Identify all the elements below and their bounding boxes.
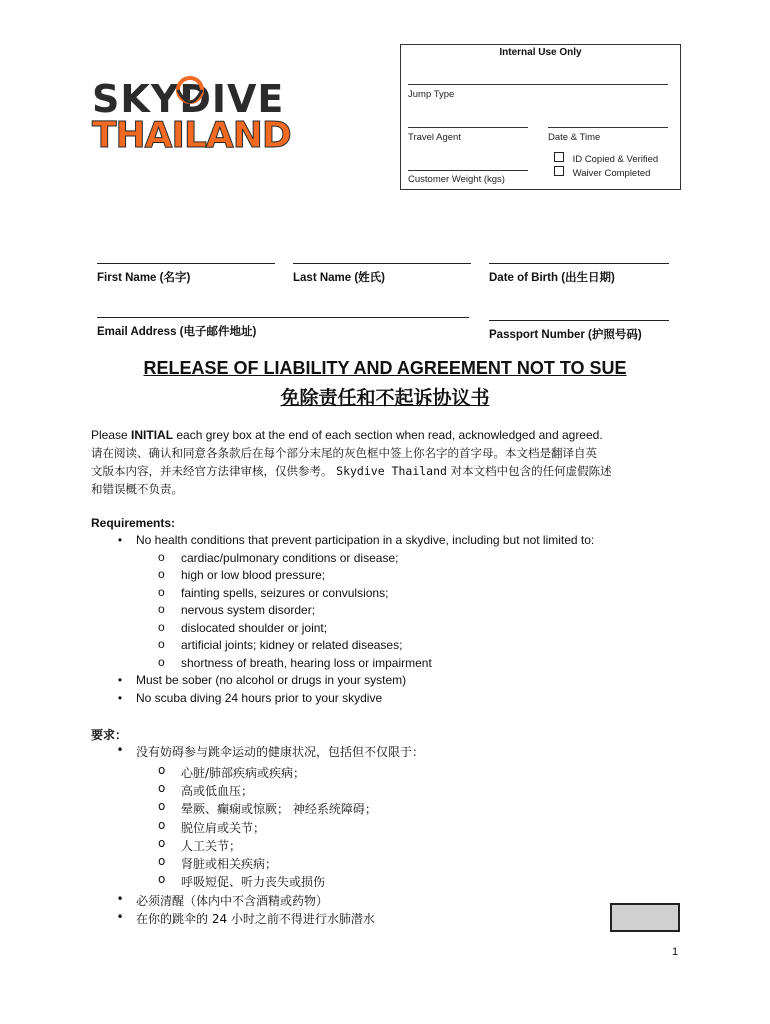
instructions-zh-line2: 文版本内容，并未经官方法律审核，仅供参考。 Skydive Thailand 对本文档中包含的任何虚假陈述 xyxy=(91,464,612,478)
jump-type-label: Jump Type xyxy=(408,89,455,100)
waiver-completed-checkbox[interactable] xyxy=(554,166,564,176)
list-item: • 必须清醒（体内中不含酒精或药物） xyxy=(116,892,329,908)
list-item: o high or low blood pressure; xyxy=(158,567,326,582)
instructions-en: Please INITIAL each grey box at the end of each section when read, acknowledged and agreed. xyxy=(91,428,603,442)
logo-line-skydive: SKYDIVE xyxy=(92,77,285,121)
travel-agent-label: Travel Agent xyxy=(408,132,461,143)
list-item: o 脱位肩或关节； xyxy=(158,818,266,835)
email-line[interactable] xyxy=(97,317,469,318)
initial-box[interactable] xyxy=(610,903,680,932)
list-item: o 人工关节； xyxy=(158,836,242,853)
list-item: o 心脏/肺部疾病或疾病； xyxy=(158,763,306,780)
logo-line-thailand: THAILAND xyxy=(92,115,291,156)
list-item: o artificial joints; kidney or related diseases; xyxy=(158,637,403,652)
waiver-completed-checkbox-row[interactable] xyxy=(554,166,650,179)
last-name-label: Last Name (姓氏) xyxy=(293,272,386,284)
list-item: o 呼吸短促、听力丧失或损伤 xyxy=(158,872,326,889)
list-item: o shortness of breath, hearing loss or impairment xyxy=(158,655,432,670)
waiver-completed-label: Waiver Completed xyxy=(572,168,651,179)
instructions-zh-line3: 和错误概不负责。 xyxy=(91,482,183,496)
list-item: • 没有妨碍参与跳伞运动的健康状况，包括但不仅限于： xyxy=(116,743,425,759)
date-of-birth-label: Date of Birth (出生日期) xyxy=(489,272,615,284)
first-name-line[interactable] xyxy=(97,263,275,264)
date-of-birth-line[interactable] xyxy=(489,263,669,264)
travel-agent-line[interactable] xyxy=(408,127,528,128)
last-name-line[interactable] xyxy=(293,263,471,264)
list-item: o fainting spells, seizures or convulsions; xyxy=(158,585,389,600)
list-item: o dislocated shoulder or joint; xyxy=(158,620,328,635)
requirements-heading-zh: 要求： xyxy=(91,728,128,742)
id-copied-checkbox[interactable] xyxy=(554,152,564,162)
requirements-heading-en: Requirements: xyxy=(91,516,176,530)
document-title-zh: 免除责任和不起诉协议书 xyxy=(280,387,490,409)
list-item: o cardiac/pulmonary conditions or disease; xyxy=(158,550,399,565)
internal-use-title: Internal Use Only xyxy=(499,47,582,58)
jump-type-line[interactable] xyxy=(408,84,668,85)
list-item: • Must be sober (no alcohol or drugs in your system) xyxy=(117,673,407,687)
date-time-label: Date & Time xyxy=(548,132,601,143)
date-time-line[interactable] xyxy=(548,127,668,128)
list-item: • No scuba diving 24 hours prior to your skydive xyxy=(117,691,383,705)
instructions-zh-line1: 请在阅读、确认和同意各条款后在每个部分末尾的灰色框中签上你名字的首字母。本文档是翻译自英 xyxy=(91,446,597,460)
id-copied-checkbox-row[interactable] xyxy=(554,152,658,165)
passport-label: Passport Number (护照号码) xyxy=(489,329,642,341)
passport-line[interactable] xyxy=(489,320,669,321)
skydive-thailand-logo xyxy=(92,77,312,156)
list-item: o 高或低血压； xyxy=(158,781,254,798)
list-item: • No health conditions that prevent participation in a skydive, including but not limited to: xyxy=(117,533,595,547)
document-title-en: RELEASE OF LIABILITY AND AGREEMENT NOT TO SUE xyxy=(143,358,627,378)
customer-weight-line[interactable] xyxy=(408,170,528,171)
list-item: o nervous system disorder; xyxy=(158,602,316,617)
id-copied-label: ID Copied & Verified xyxy=(572,154,659,165)
list-item: o 肾脏或相关疾病； xyxy=(158,854,278,871)
list-item: • 在你的跳伞的 24 小时之前不得进行水肺潜水 xyxy=(116,910,375,926)
list-item: o 晕厥、癫痫或惊厥； 神经系统障碍； xyxy=(158,799,377,816)
customer-weight-label: Customer Weight (kgs) xyxy=(408,174,505,185)
first-name-label: First Name (名字) xyxy=(97,272,191,284)
parachutist-icon xyxy=(170,74,210,118)
page-number: 1 xyxy=(672,946,679,958)
email-label: Email Address (电子邮件地址) xyxy=(97,326,257,338)
